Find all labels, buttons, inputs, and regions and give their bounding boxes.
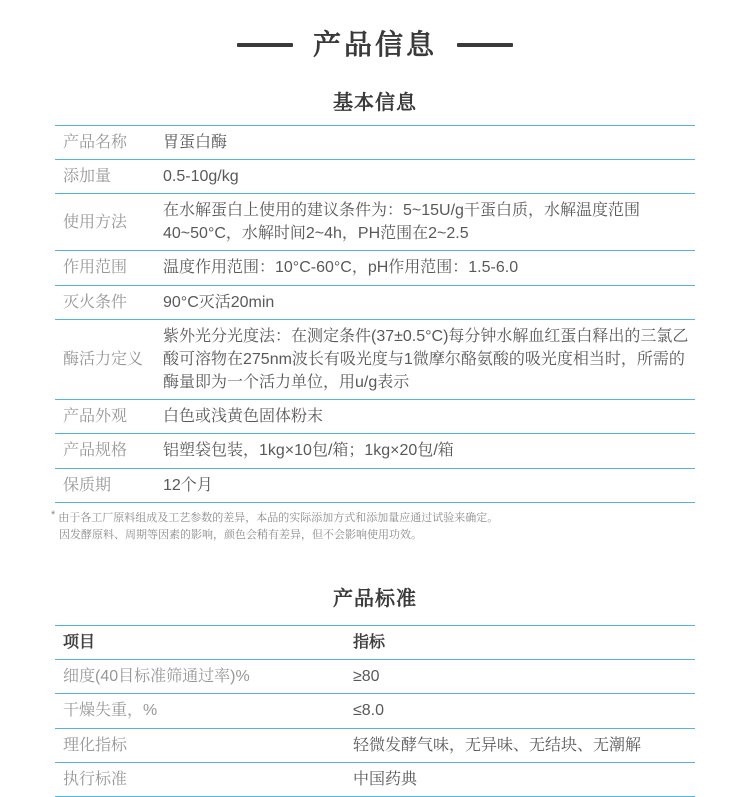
row-label: 作用范围 [63, 259, 128, 277]
table-row-dosage [55, 160, 695, 194]
table-row-product-name [55, 126, 695, 160]
table-row-appearance [55, 400, 695, 434]
row-value: 胃蛋白酶 [163, 133, 228, 151]
row-value: ≥80 [353, 668, 380, 686]
table-row-usage [55, 194, 695, 251]
row-value: 12个月 [163, 476, 213, 494]
row-label: 产品规格 [63, 442, 128, 460]
row-value: 在水解蛋白上使用的建议条件为：5~15U/g干蛋白质，水解温度范围40~50°C，水解时间2~4h，PH范围在2~2.5 [163, 201, 640, 243]
row-label: 理化指标 [63, 736, 128, 754]
row-label: 细度(40目标准筛通过率)% [63, 668, 250, 686]
footnote-text-1: 由于各工厂原料组成及工艺参数的差异，本品的实际添加方式和添加量应通过试验来确定。 [58, 511, 499, 524]
table-row-action-range [55, 251, 695, 285]
standard-header-row [55, 626, 695, 660]
row-value: 铝塑袋包装，1kg×10包/箱；1kg×20包/箱 [163, 442, 454, 460]
footnote [51, 510, 699, 544]
table-row-drying-loss [55, 694, 695, 728]
row-value: 温度作用范围：10°C-60°C，pH作用范围：1.5-6.0 [163, 259, 519, 277]
basic-info-table [55, 125, 695, 503]
section-heading-basic-info: 基本信息 [333, 91, 417, 114]
table-row-shelf-life [55, 469, 695, 503]
row-value: 90°C灭活20min [163, 293, 275, 311]
row-label: 灭火条件 [63, 293, 128, 311]
product-standard-table [55, 625, 695, 797]
row-label: 添加量 [63, 167, 112, 185]
row-value: ≤8.0 [353, 702, 385, 720]
row-label: 使用方法 [63, 213, 128, 231]
page-title-text: 产品信息 [312, 29, 437, 60]
table-row-specification [55, 434, 695, 468]
column-header-spec: 指标 [353, 633, 386, 651]
table-row-enzyme-activity [55, 320, 695, 401]
table-row-inactivation [55, 286, 695, 320]
page-title [0, 28, 750, 62]
row-value: 中国药典 [353, 770, 418, 788]
row-value: 白色或浅黄色固体粉末 [163, 408, 324, 426]
title-dash-left [237, 43, 293, 47]
footnote-line-1 [51, 510, 699, 527]
table-row-fineness [55, 660, 695, 694]
row-value: 轻微发酵气味，无异味、无结块、无潮解 [353, 736, 642, 754]
title-dash-right [457, 43, 513, 47]
row-label: 酶活力定义 [63, 350, 144, 368]
row-label: 执行标准 [63, 770, 128, 788]
row-label: 产品外观 [63, 408, 128, 426]
footnote-asterisk: * [51, 508, 56, 521]
table-row-physicochemical [55, 729, 695, 763]
column-header-item: 项目 [63, 633, 96, 651]
row-value: 紫外光分光度法：在测定条件(37±0.5°C)每分钟水解血红蛋白释出的三氯乙酸可溶物在275nm波长有吸光度与1微摩尔酪氨酸的吸光度相当时，所需的酶量即为一个活力单位，用u/g表示 [163, 327, 689, 392]
row-label: 产品名称 [63, 133, 128, 151]
row-label: 保质期 [63, 476, 112, 494]
footnote-line-2: 因发酵原料、周期等因素的影响，颜色会稍有差异，但不会影响使用功效。 [59, 528, 422, 541]
row-label: 干燥失重，% [63, 702, 158, 720]
row-value: 0.5-10g/kg [163, 167, 239, 185]
section-heading-product-standard: 产品标准 [333, 587, 417, 610]
table-row-executive-standard [55, 763, 695, 797]
